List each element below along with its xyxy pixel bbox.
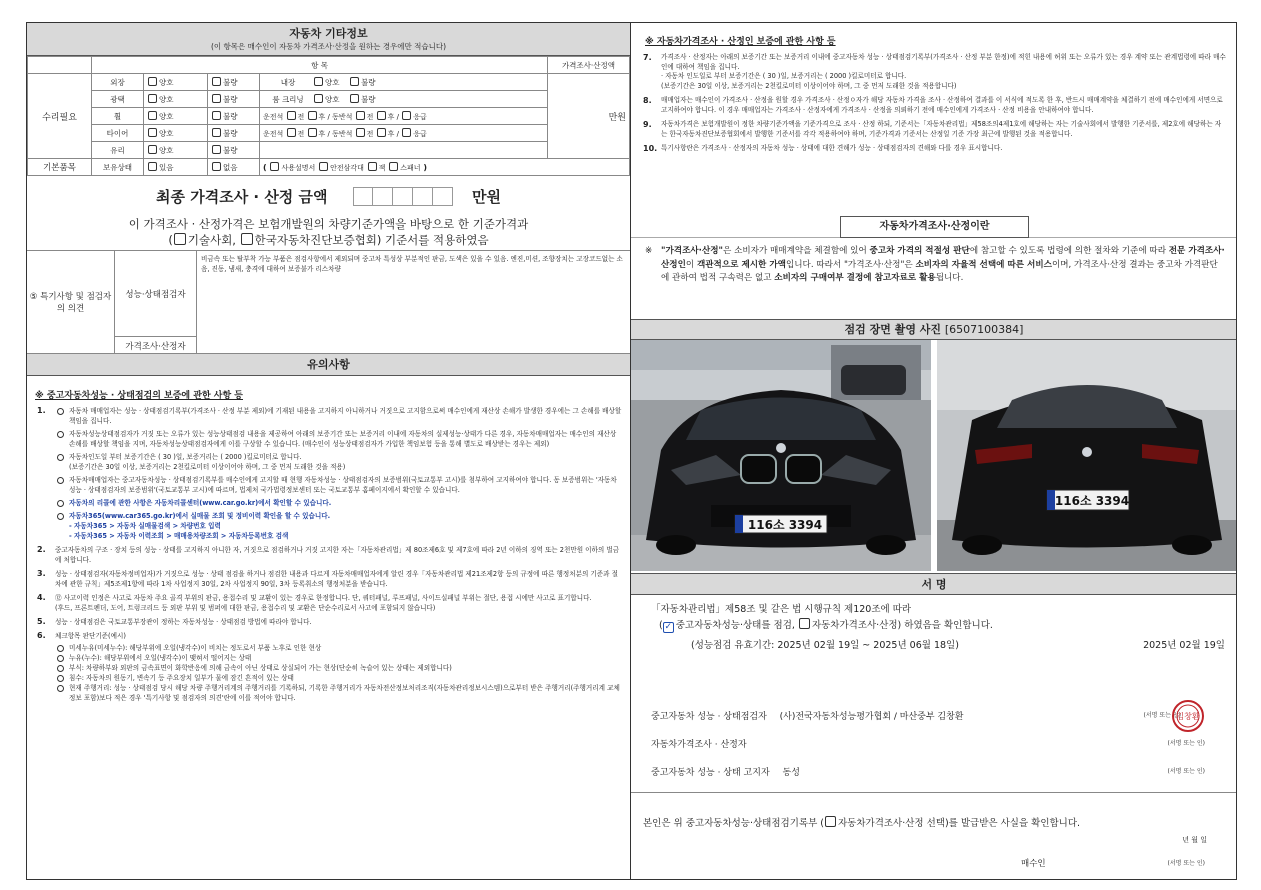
possession-yes-checkbox[interactable] (148, 162, 157, 171)
row-gloss: 광택 (92, 91, 144, 108)
rear-plate-text: 116소 3394 (1054, 494, 1130, 508)
other-info-header (27, 23, 630, 56)
wheel-pass-rear-checkbox[interactable] (377, 111, 386, 120)
row-tire: 타이어 (92, 125, 144, 142)
wheel-emergency-checkbox[interactable] (402, 111, 411, 120)
exterior-good-checkbox[interactable] (148, 77, 157, 86)
item-header: 항 목 (92, 57, 548, 74)
signature-section: 「자동차관리법」제58조 및 같은 법 시행규칙 제120조에 따라 ( ✓ 중고자동차성능·상태를 점검, 자동차가격조사·산정) 하였음을 확인합니다. (성능점검 유효기간: 2025년 02월 19일 ~ 2025년 06월 18일) 2025년 02월 19일 중고자동차 성능 · 상태점검자 (사)전국자동차성능평가협회 / 마산중부 김창환 (서명 또는 인) 김창환 자동차가격조사 · 산정자 (서명 또는 인) 중고자동차 성능 · 상태 고지자 동성 (서명 또는 인) 본인은 위 중고자동차성능·상태점검기록부 ( 자동차가격조사·산정 선택)를 발급받은 사실을 확인합니다. 년 월 일 매수인 (서명 또는 인) (631, 595, 1237, 880)
tire-good-checkbox[interactable] (148, 128, 157, 137)
row-possession: 보유상태 (92, 159, 144, 176)
appraisal-definition-text: ※ "가격조사·산정"은 소비자가 매매계약을 체결함에 있어 중고차 가격의 적절성 판단에 참고할 수 있도록 법령에 의한 절차와 기준에 따라 전문 가격조사·산정인이 객관적으로 제시한 가액입니다. 따라서 "가격조사·산정"은 소비자의 자율적 선택에 따른 서비스이며, 가격조사·산정 결과는 중고차 가격판단에 관하여 법적 구속력은 없고 소비자의 구매여부 결정에 참고자료로 활용됩니다. (645, 246, 1225, 283)
tire-driver-rear-checkbox[interactable] (308, 128, 317, 137)
notice-item-5: 5. 성능 · 상태점검은 국토교통부장관이 정하는 자동차성능 · 상태점검 방법에 따라야 합니다. (37, 617, 312, 626)
inspection-checkbox[interactable]: ✓ (664, 622, 672, 632)
law-reference: 「자동차관리법」제58조 및 같은 법 시행규칙 제120조에 따라 (651, 604, 912, 615)
row-interior: 내장 (280, 77, 296, 87)
glass-bad-checkbox[interactable] (212, 145, 221, 154)
car-rear-photo (937, 340, 1237, 571)
glass-good-checkbox[interactable] (148, 145, 157, 154)
recall-link[interactable]: 자동차의 리콜에 관한 사항은 자동차리콜센터(www.car.go.kr)에서 확인할 수 있습니다. (55, 498, 622, 508)
wheel-good-checkbox[interactable] (148, 111, 157, 120)
gloss-good-checkbox[interactable] (148, 94, 157, 103)
final-price-title: 최종 가격조사 · 산정 금액 (156, 188, 328, 206)
notifier-sign-row: 중고자동차 성능 · 상태 고지자 동성 (서명 또는 인) (651, 768, 1205, 778)
price-unit: 만원 (548, 74, 630, 159)
receipt-appraisal-checkbox[interactable] (825, 816, 836, 827)
tire-emergency-checkbox[interactable] (402, 128, 411, 137)
inspector-opinion-text: 비금속 또는 탈부착 가능 부품은 점검사항에서 제외되며 중고차 특성상 부분적인 판금, 도색은 있을 수 있음. 엔진,미션, 조향장치는 고장코드없는 소음, 진동, 냄새, 충격에 대하여 보증불가 리스차량 (201, 255, 623, 273)
car-front-image (631, 340, 931, 571)
appraisal-checkbox[interactable] (799, 618, 810, 629)
row-glass: 유리 (92, 142, 144, 159)
tire-driver-front-checkbox[interactable] (287, 128, 296, 137)
appraiser-guarantee-title: ※ 자동차가격조사 · 산정인 보증에 관한 사항 등 (645, 37, 836, 47)
notifier-name: 동성 (782, 768, 800, 778)
inspector-opinion-label: 성능·상태점검자 (115, 251, 197, 337)
photo-id: [6507100384] (944, 323, 1024, 336)
confirm-statement: ( ✓ 중고자동차성능·상태를 점검, 자동차가격조사·산정) 하였음을 확인합니다. (659, 620, 993, 632)
manual-checkbox[interactable] (270, 162, 279, 171)
interior-bad-checkbox[interactable] (350, 77, 359, 86)
wheel-driver-front-checkbox[interactable] (287, 111, 296, 120)
right-column (631, 22, 1237, 880)
row-room-cleaning: 룸 크리닝 (272, 94, 304, 104)
final-price-unit: 만원 (471, 188, 501, 206)
notice-item-2: 2. 중고자동차의 구조 · 장치 등의 성능 · 상태를 고지하지 아니한 자, 거짓으로 점검하거나 거짓 고지한 자는「자동차관리법」제 80조제6호 및 제7호에 따라 2년 이하의 징역 또는 2천만원 이하의 벌금에 처합니다. (37, 545, 620, 564)
inspector-name: (사)전국자동차성능평가협회 / 마산중부 김창환 (779, 712, 964, 722)
engineer-society-checkbox[interactable] (174, 233, 186, 245)
photo-header (631, 319, 1237, 340)
appraisal-definition-title: 자동차가격조사·산정이란 (840, 216, 1029, 238)
notice-item-1: 1. 자동차 매매업자는 성능 · 상태점검기록부(가격조사 · 산정 부분 제외)에 기재된 내용을 고지하지 아니하거나 거짓으로 고지함으로써 매수인에게 재산상 손해가 발생한 경우에는 그 손해를 배상할 책임을 집니다. 자동차성능상태점검자가 거짓 또는 오류가 있는 성능상태점검 내용을 제공하여 아래의 보증기간 또는 보증거리 이내에 자동차의 실제성능·상태가 다른 경우, 자동차매매업자는 매수인의 재산상 손해를 배상할 책임을 지며, 자동차성능상태점검자에게 이를 구상할 수 있습니다. (매수인이 성능상태점검자가 가입한 책임보험 등을 통해 별도로 배상받는 경우는 제외) 자동차인도일 부터 보증기간은 ( 30 )일, 보증거리는 ( 2000 )킬로미터로 합니다. (보증기간은 30일 이상, 보증거리는 2천킬로미터 이상이어야 하며, 그 중 먼저 도래한 것을 적용) 자동차매매업자는 중고자동차성능 · 상태점검기록부를 매수인에게 고지할 때 현행 자동차성능 · 상태점검자의 보증범위(국토교통부 고시)를 첨부하여 고지하여야 합니다. 동 보증범위는 '자동차성능 · 상태점검자의 보증범위'(국토교통부 고시)에 따르며, 법제처 국가법령정보센터 또는 국토교통부 홈페이지에서 확인할 수 있습니다. 자동차의 리콜에 관한 사항은 자동차리콜센터(www.car.go.kr)에서 확인할 수 있습니다. 자동차365(www.car365.go.kr)에서 실매물 조회 및 정비이력 확인을 할 수 있습니다. - 자동차365 > 자동차 실매물검색 > 차량번호 입력 - 자동차365 > 자동차 이력조회 > 매매용차량조회 > 자동차등록번호 검색 (37, 406, 622, 540)
diagnosis-assoc-checkbox[interactable] (241, 233, 253, 245)
basic-items-label: 기본품목 (28, 159, 92, 176)
row-exterior: 외장 (92, 74, 144, 91)
right-item-7: 7. 가격조사 · 산정자는 아래의 보증기간 또는 보증거리 이내에 중고자동차 성능 · 상태점검기록부(가격조사 · 산정 부분 한정)에 적힌 내용에 허위 또는 오류가 있는 경우 계약 또는 관계법령에 따라 매수인에 대하여 책임을 집니다. · 자동차 인도일로 부터 보증기간은 ( 30 )일, 보증거리는 ( 2000 )킬로미터로 합니다. (보증기간은 30일 이상, 보증거리는 2천킬로미터 이상이어야 하며, 그 중 먼저 도래한 것을 적용합니다) (643, 53, 1226, 90)
room-bad-checkbox[interactable] (350, 94, 359, 103)
price-header: 가격조사·산정액 (548, 57, 630, 74)
left-column (26, 22, 631, 880)
jack-checkbox[interactable] (368, 162, 377, 171)
possession-no-checkbox[interactable] (212, 162, 221, 171)
tire-pass-front-checkbox[interactable] (356, 128, 365, 137)
appraiser-sign-row: 자동차가격조사 · 산정자 (서명 또는 인) (651, 740, 1205, 750)
final-price-desc1: 이 가격조사 · 산정가격은 보험개발원의 차량기준가액을 바탕으로 한 기준가격과 (128, 217, 529, 231)
inspector-sign-row: 중고자동차 성능 · 상태점검자 (사)전국자동차성능평가협회 / 마산중부 김창환 (서명 또는 인) 김창환 (631, 709, 1237, 722)
notice-item-6: 6. 체크항목 판단기준(예시) 미세누유(미세누수): 해당부위에 오일(냉각수)이 비치는 정도로서 부품 노후로 인한 현상 누유(누수): 해당부위에서 오일(냉각수)이 맺혀서 떨어지는 상태 부식: 차량하부와 외판의 금속표면이 화학반응에 의해 금속이 아닌 상태로 상실되어 가는 현상(단순히 녹슬어 있는 상태는 제외합니다) 침수: 자동차의 원동기, 변속기 등 주요장치 일부가 물에 잠긴 흔적이 있는 상태 현재 주행거리: 성능 · 상태점검 당시 해당 차량 주행거리계의 주행거리를 기록하되, 기록한 주행거리가 자동차전산정보처리조직(자동차관리정보시스템)으로부터 받은 주행거리(주행거리계 교체 정보 포함)보다 적은 경우 '특기사항 및 점검자의 의견'란에 이를 적어야 합니다. (27, 631, 630, 703)
appraiser-guarantee-section (631, 23, 1237, 318)
notice-body (27, 376, 630, 703)
car365-info[interactable]: 자동차365(www.car365.go.kr)에서 실매물 조회 및 정비이력 확인을 할 수 있습니다. - 자동차365 > 자동차 실매물검색 > 차량번호 입력 - 자동차365 > 자동차 이력조회 > 매매용차량조회 > 자동차등록번호 검색 (55, 511, 622, 541)
other-info-title: 자동차 기타정보 (289, 27, 368, 40)
final-price-section: 최종 가격조사 · 산정 금액 만원 이 가격조사 · 산정가격은 보험개발원의 차량기준가액을 바탕으로 한 기준가격과 ( 기술사회, 한국자동차진단보증협회) 기준서를 적용하였음 (27, 176, 630, 251)
room-good-checkbox[interactable] (314, 94, 323, 103)
right-item-10: 10. 특기사항란은 가격조사 · 산정자의 자동차 성능 · 상태에 대한 견해가 성능 · 상태점검자의 견해와 다를 경우 표시합니다. (643, 144, 1003, 153)
sign-date: 2025년 02월 19일 (1143, 640, 1225, 651)
interior-good-checkbox[interactable] (314, 77, 323, 86)
notice-item-3: 3. 성능 · 상태점검자(자동차정비업자)가 거짓으로 성능 · 상태 점검을 하거나 점검한 내용과 다르게 자동차매매업자에게 알린 경우「자동차관리법 제21조제2항 등의 규정에 따른 행정처분의 기준과 절차에 관한 규칙」제5조제1항에 따라 1차 사업정지 30일, 2차 사업정지 90일, 3차 등록취소의 행정처분을 받습니다. (37, 569, 618, 588)
spanner-checkbox[interactable] (389, 162, 398, 171)
inspector-seal (1171, 699, 1205, 733)
wheel-bad-checkbox[interactable] (212, 111, 221, 120)
wheel-pass-front-checkbox[interactable] (356, 111, 365, 120)
tire-pass-rear-checkbox[interactable] (377, 128, 386, 137)
photo-title: 점검 장면 촬영 사진 (844, 323, 942, 336)
car-front-photo (631, 340, 931, 571)
triangle-checkbox[interactable] (319, 162, 328, 171)
front-plate-text: 116소 3394 (747, 518, 823, 532)
repair-label: 수리필요 (28, 74, 92, 159)
right-item-9: 9. 자동차가격은 보험개발원이 정한 차량기준가액을 기준가격으로 조사 · 산정 하되, 기준서는「자동차관리법」제58조의4제1호에 해당하는 자는 기술사회에서 발행한 기준서를, 제2호에 해당하는 자는 한국자동차진단보증협회에서 발행한 기준서를 각각 적용하여야 하며, 기준가격과 기준서는 산정일 기준 가장 최근에 발행된 것을 적용합니다. (643, 120, 1222, 138)
wheel-driver-rear-checkbox[interactable] (308, 111, 317, 120)
receipt-date: 년 월 일 (1182, 836, 1207, 844)
receipt-statement: 본인은 위 중고자동차성능·상태점검기록부 ( 자동차가격조사·산정 선택)를 발급받은 사실을 확인합니다. (643, 818, 1081, 829)
exterior-bad-checkbox[interactable] (212, 77, 221, 86)
other-info-subtitle: (이 항목은 매수인이 자동차 가격조사·산정을 원하는 경우에만 적습니다) (210, 42, 447, 51)
car-rear-image (937, 340, 1237, 571)
notice-section-title: ※ 중고자동차성능 · 상태점검의 보증에 관한 사항 등 (35, 391, 243, 401)
other-info-table: 항 목 가격조사·산정액 수리필요 외장 양호 불량 내장 양호 불량 만원 광택 양호 불량 룸 크리닝 양호 불량 휠 양호 불량 운전석 전 후 / 동반석 전 후 / 응급 타이어 양호 불량 운전석 전 후 / 동반석 전 후 / 응급 유리 양호 불량 기본품목 보유상태 있음 없음 ( 사용설명서 안전삼각대 잭 스패너 ) (27, 56, 630, 176)
right-item-8: 8. 매매업자는 매수인이 가격조사 · 산정을 원할 경우 가격조사 · 산정ㅇ자가 해당 자동차 가격을 조사 · 산정하여 결과를 이 서식에 적도록 한 후, 반드시 매매계약을 체결하기 전에 매수인에게 서면으로 고지하여야 합니다. 이 경우 매매업자는 가격조사 · 산정자에게 가격조사 · 산정을 의뢰하기 전에 매수인에게 가격조사 · 산정 비용을 안내하여야 합니다. (643, 96, 1223, 114)
tire-bad-checkbox[interactable] (212, 128, 221, 137)
svg-text:김창환: 김창환 (1176, 712, 1200, 721)
opinion-label: ⑤ 특기사항 및 점검자의 의견 (27, 251, 115, 354)
final-price-boxes[interactable] (353, 187, 453, 210)
validity-period: (성능점검 유효기간: 2025년 02월 19일 ~ 2025년 06월 18일) (691, 640, 959, 651)
notice-item-4: 4. ⑫ 사고이력 인정은 사고로 자동차 주요 골격 부위의 판금, 용접수리 및 교환이 있는 경우로 한정합니다. 단, 쿼터패널, 루프패널, 사이드실패널 부위는 절단, 용접 시에만 사고로 표기합니다. (후드, 프론트펜더, 도어, 트렁크리드 등 외판 부위 및 범퍼에 대한 판금, 용접수리 및 교환은 단순수리로서 사고에 포함되지 않습니다) (37, 593, 592, 612)
opinion-section (27, 251, 630, 354)
row-wheel: 휠 (92, 108, 144, 125)
signature-header: 서 명 (631, 573, 1237, 595)
notice-header: 유의사항 (27, 354, 630, 376)
appraiser-opinion-label: 가격조사·산정자 (115, 337, 197, 354)
gloss-bad-checkbox[interactable] (212, 94, 221, 103)
